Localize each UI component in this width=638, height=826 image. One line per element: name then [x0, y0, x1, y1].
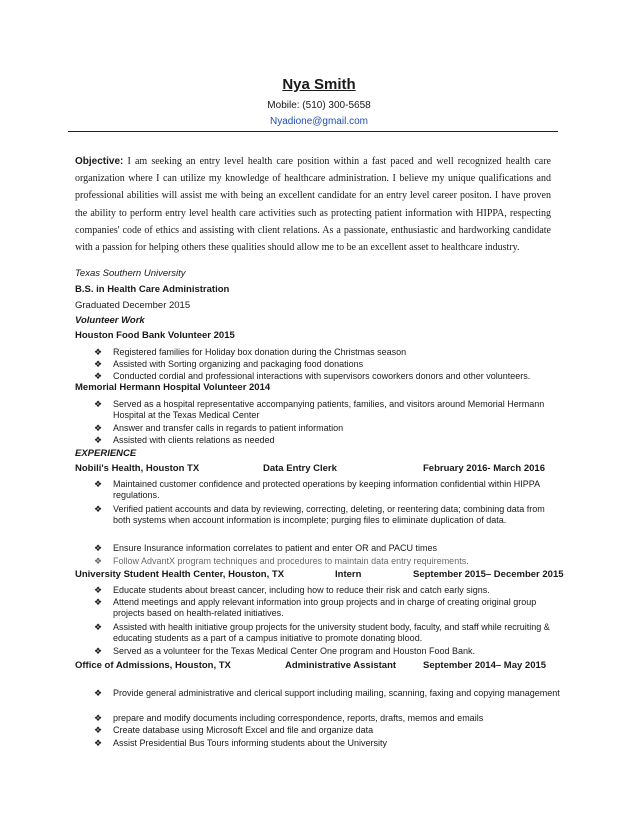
- list-item: ❖ Maintained customer confidence and protected operations by keeping information confidential within HIPPA regulations.: [94, 479, 540, 501]
- list-item: ❖ Answer and transfer calls in regards to patient information: [94, 423, 344, 433]
- list-item: ❖ Served as a volunteer for the Texas Medical Center One program and Houston Food Bank.: [94, 646, 476, 656]
- list-item: ❖ Registered families for Holiday box donation during the Christmas season: [94, 347, 407, 357]
- list-item: ❖ Educate students about breast cancer, including how to reduce their risk and catch early signs.: [94, 585, 490, 595]
- diamond-bullet-icon: ❖: [94, 738, 103, 748]
- objective-label: Objective:: [75, 156, 124, 167]
- job-org: University Student Health Center, Houston, TX: [75, 569, 285, 580]
- graduation-date: Graduated December 2015: [75, 300, 191, 311]
- school-name: Texas Southern University: [75, 268, 186, 279]
- diamond-bullet-icon: ❖: [94, 585, 103, 595]
- degree: B.S. in Health Care Administration: [75, 284, 230, 295]
- list-item: ❖ Verified patient accounts and data by reviewing, correcting, deleting, or reentering data; combining data from both systems when account information is incomplete; purging files to eliminate duplication of data.: [94, 504, 545, 526]
- diamond-bullet-icon: ❖: [94, 504, 103, 514]
- objective-text: I am seeking an entry level health care position within a fast paced and well recognized health care organization where I can utilize my knowledge of healthcare administration. I believe my unique qualifications and professional abilities will assist me with being an excellent candidate for an entry level career positon. I have proven the ability to perform entry level health care activities such as protecting patient information with HIPPA, respecting companies' code of ethics and assisting with client relations. As a passionate, enthusiastic and hardworking candidate with a passion for helping others these qualities should allow me to be an excellent asset to healthcare industry.: [75, 156, 551, 254]
- job-org: Nobili's Health, Houston TX: [75, 463, 200, 474]
- list-item: ❖ Served as a hospital representative accompanying patients, families, and visitors around Memorial Hermann Hospital at the Texas Medical Center: [94, 399, 545, 421]
- job-dates: September 2014– May 2015: [423, 660, 547, 671]
- job-dates: September 2015– December 2015: [413, 569, 564, 580]
- mobile-number: Mobile: (510) 300-5658: [267, 100, 371, 111]
- diamond-bullet-icon: ❖: [94, 479, 103, 489]
- list-item: ❖ prepare and modify documents including correspondence, reports, drafts, memos and emails: [94, 713, 484, 723]
- email-link[interactable]: Nyadione@gmail.com: [270, 116, 368, 127]
- diamond-bullet-icon: ❖: [94, 347, 103, 357]
- diamond-bullet-icon: ❖: [94, 371, 103, 381]
- diamond-bullet-icon: ❖: [94, 556, 103, 566]
- diamond-bullet-icon: ❖: [94, 543, 103, 553]
- job-dates: February 2016- March 2016: [423, 463, 545, 474]
- food-bank-title: Houston Food Bank Volunteer 2015: [75, 330, 235, 341]
- diamond-bullet-icon: ❖: [94, 646, 103, 656]
- candidate-name: Nya Smith: [282, 76, 356, 93]
- hospital-title: Memorial Hermann Hospital Volunteer 2014: [75, 382, 271, 393]
- list-item: ❖ Provide general administrative and clerical support including mailing, scanning, faxing and copying management: [94, 688, 560, 698]
- job-role: Data Entry Clerk: [263, 463, 337, 474]
- volunteer-heading: Volunteer Work: [75, 315, 145, 326]
- diamond-bullet-icon: ❖: [94, 435, 103, 445]
- list-item: ❖ Create database using Microsoft Excel and file and organize data: [94, 725, 374, 735]
- diamond-bullet-icon: ❖: [94, 423, 103, 433]
- list-item: ❖ Conducted cordial and professional interactions with supervisors coworkers donors and other volunteers.: [94, 371, 531, 381]
- diamond-bullet-icon: ❖: [94, 359, 103, 369]
- diamond-bullet-icon: ❖: [94, 597, 103, 607]
- objective-paragraph: [75, 153, 551, 256]
- diamond-bullet-icon: ❖: [94, 713, 103, 723]
- list-item: ❖ Assist Presidential Bus Tours informing students about the University: [94, 738, 387, 748]
- diamond-bullet-icon: ❖: [94, 688, 103, 698]
- diamond-bullet-icon: ❖: [94, 622, 103, 632]
- experience-heading: EXPERIENCE: [75, 448, 137, 459]
- diamond-bullet-icon: ❖: [94, 399, 103, 409]
- list-item: ❖ Assisted with Sorting organizing and packaging food donations: [94, 359, 364, 369]
- job-role: Administrative Assistant: [285, 660, 397, 671]
- job-org: Office of Admissions, Houston, TX: [75, 660, 231, 671]
- list-item: ❖ Attend meetings and apply relevant information into group projects and in charge of creating original group projects based on health-related initiatives.: [94, 597, 537, 619]
- list-item: ❖ Ensure Insurance information correlates to patient and enter OR and PACU times: [94, 543, 437, 553]
- header-divider: [68, 131, 558, 132]
- job-role: Intern: [335, 569, 362, 580]
- list-item: ❖ Follow AdvantX program techniques and procedures to maintain data entry requirements.: [94, 556, 469, 566]
- diamond-bullet-icon: ❖: [94, 725, 103, 735]
- list-item: ❖ Assisted with health initiative group projects for the university student body, faculty, and staff while recruiting & educating students as a part of a campus initiative to promote donating blood.: [94, 622, 550, 644]
- list-item: ❖ Assisted with clients relations as needed: [94, 435, 275, 445]
